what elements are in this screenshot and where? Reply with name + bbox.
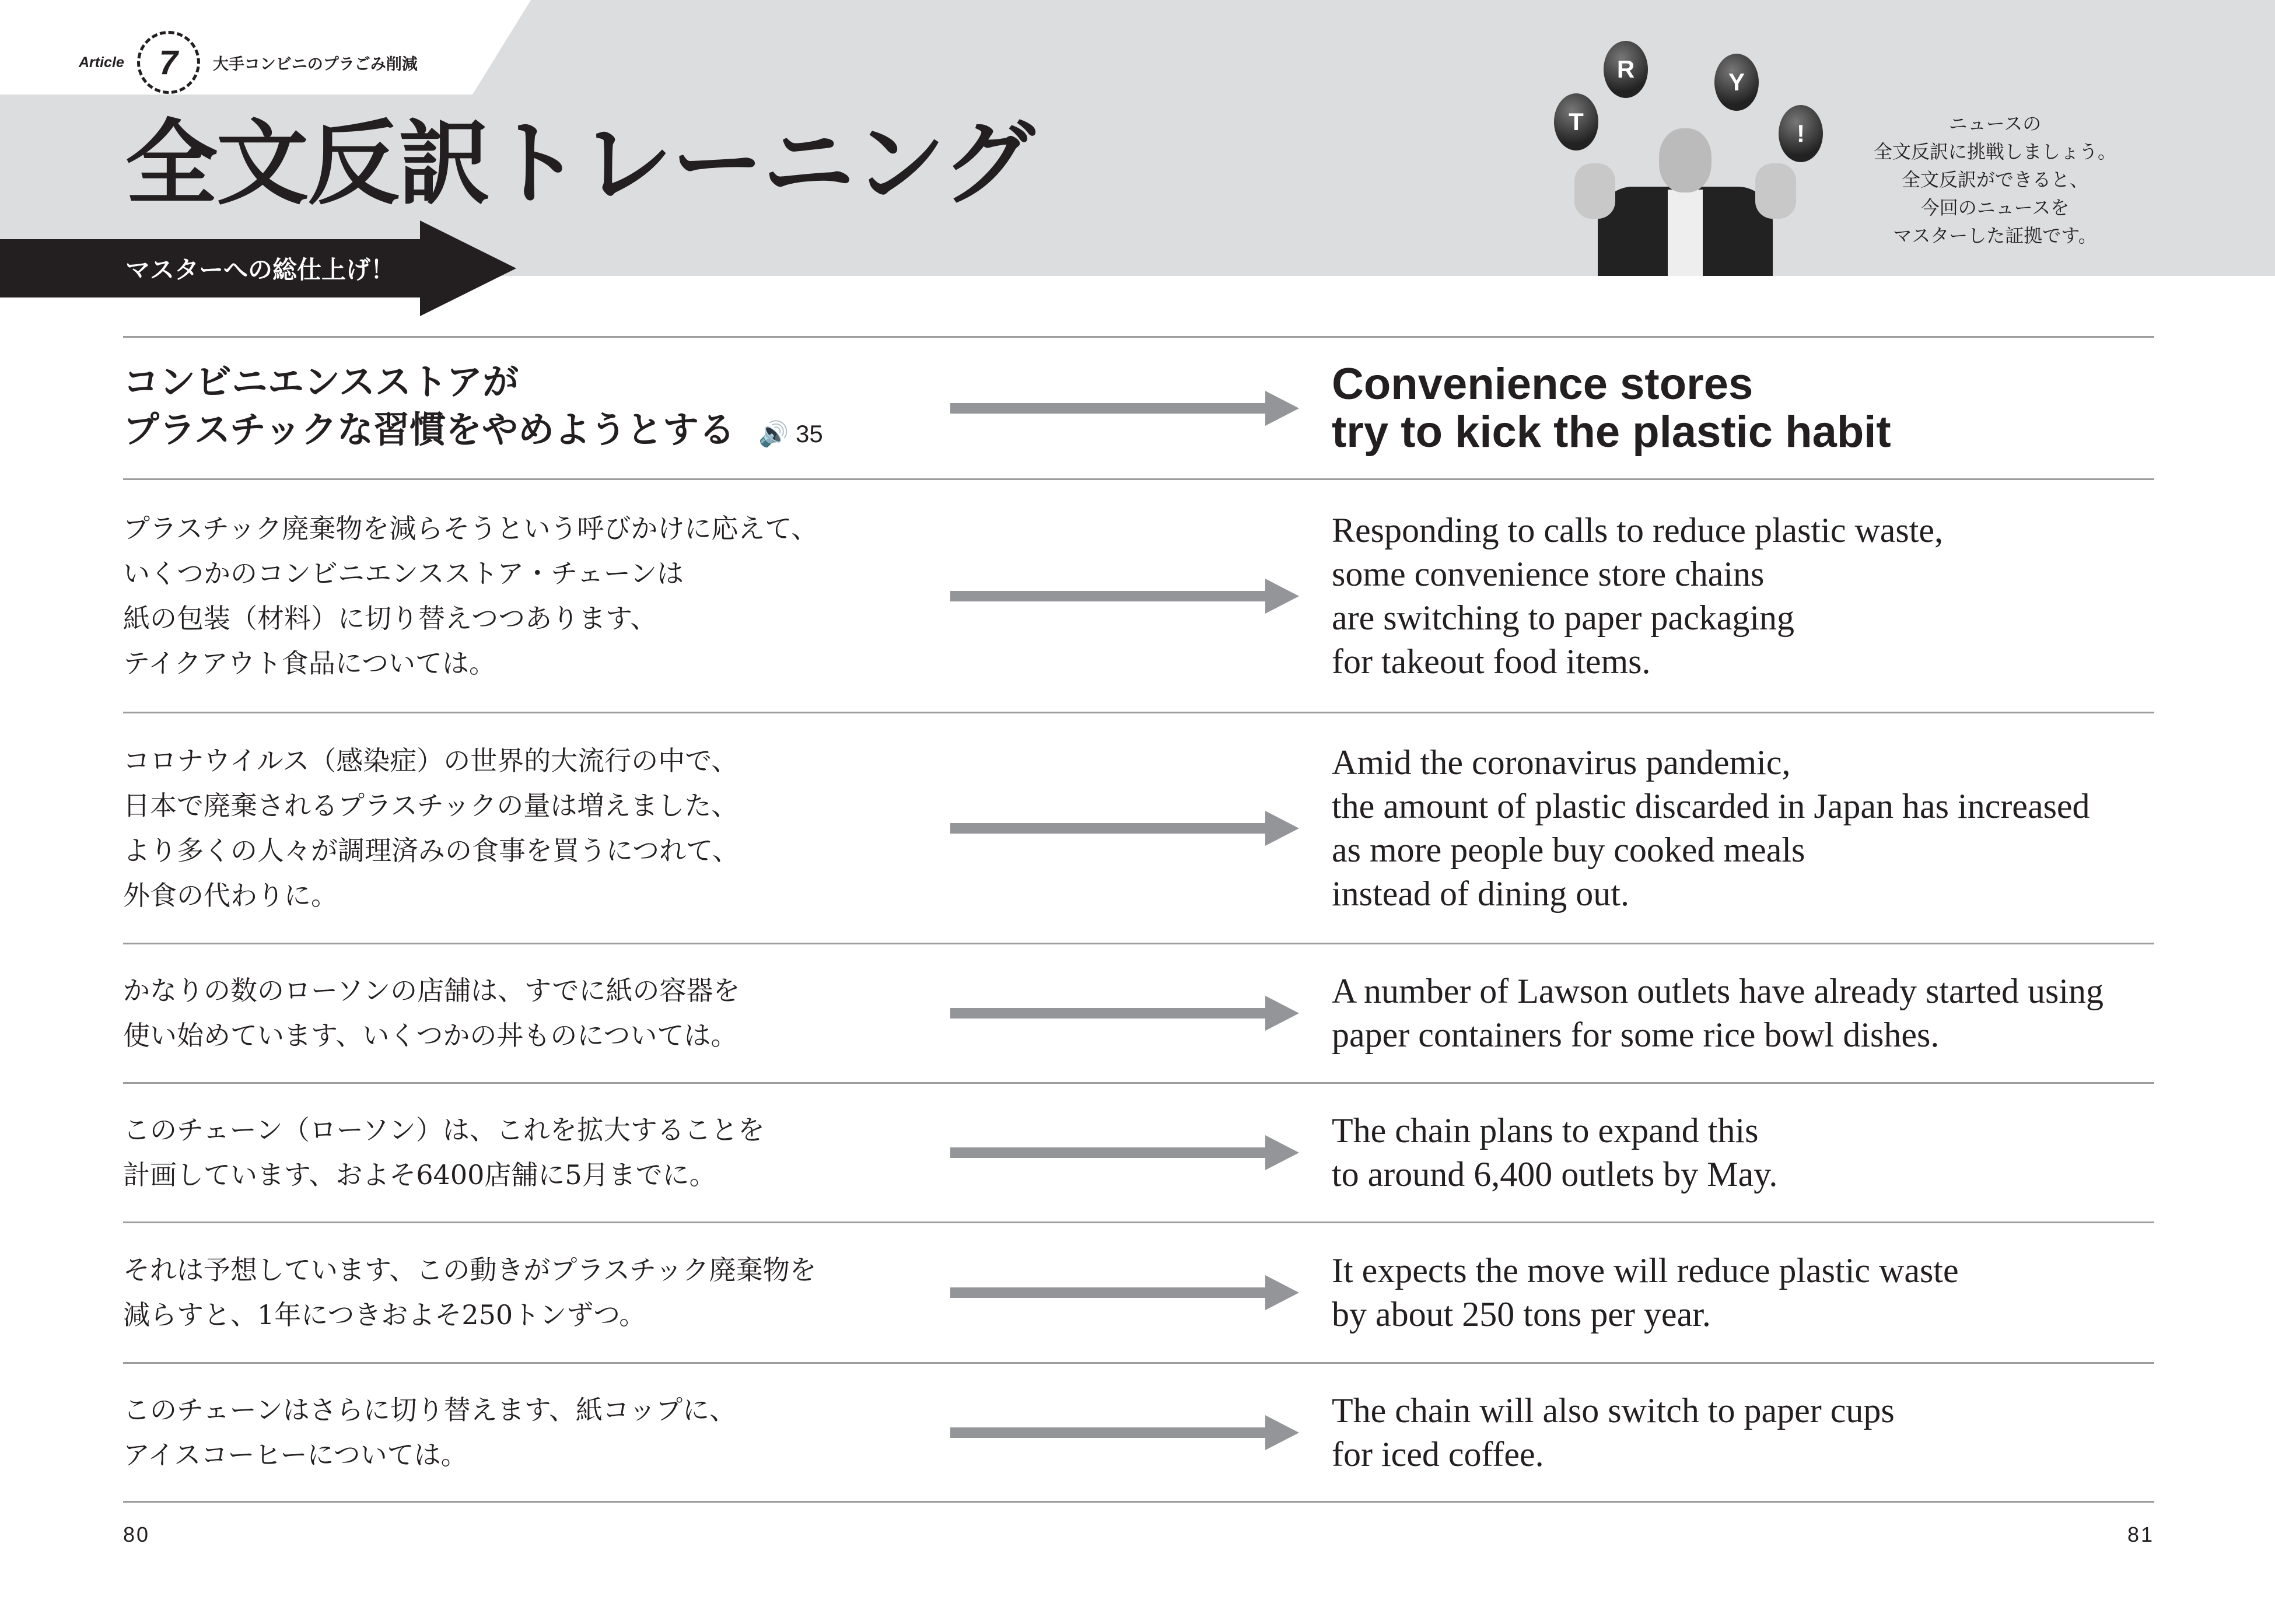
article-number-badge: 7 (137, 31, 200, 94)
try-ball-exclamation: ! (1779, 105, 1823, 162)
article-label (79, 30, 418, 94)
article-title: 大手コンビニのプラごみ削減 (212, 55, 418, 74)
jp-line: アイスコーヒーについては。 (123, 1438, 468, 1471)
jp-line: このチェーン（ローソン）は、これを拡大することを (123, 1114, 765, 1146)
jp-line: 減らすと、1年につきおよそ250トンずつ。 (123, 1299, 646, 1331)
speaker-icon[interactable]: 🔊 (758, 420, 789, 447)
arrow-icon (950, 1415, 1298, 1450)
heading-row (123, 338, 2154, 478)
blurb-line: 全文反訳ができると、 (1901, 169, 2088, 191)
page-title: 全文反訳トレーニング (125, 110, 1034, 218)
divider (123, 1501, 2154, 1503)
en-line: A number of Lawson outlets have already started using (1332, 972, 2104, 1010)
sentence-row (123, 713, 2154, 943)
arrow-icon (950, 579, 1298, 614)
en-line: some convenience store chains (1332, 554, 1765, 593)
sentence-en (1332, 970, 2154, 1057)
jp-line: プラスチックな習慣をやめようとする (123, 408, 736, 451)
en-line: paper containers for some rice bowl dishes. (1332, 1016, 1940, 1054)
jp-line: それは予想しています、この動きがプラスチック廃棄物を (123, 1254, 817, 1286)
sentence-row (123, 944, 2154, 1082)
en-line: as more people buy cooked meals (1332, 830, 1805, 869)
instructor-photo (1545, 35, 1837, 276)
jp-line: いくつかのコンビニエンスストア・チェーンは (123, 557, 684, 589)
ribbon-arrowhead (420, 220, 516, 316)
en-line: are switching to paper packaging (1332, 598, 1795, 637)
shirt (1668, 190, 1703, 276)
en-line: Convenience stores (1332, 359, 1754, 409)
blurb-line: 全文反訳に挑戦しましょう。 (1873, 141, 2116, 163)
sentence-row (123, 1364, 2154, 1501)
sentence-en (1332, 741, 2154, 916)
article-word: Article (79, 54, 124, 71)
blurb-line: 今回のニュースを (1920, 197, 2070, 219)
audio-track-number: 35 (796, 420, 823, 447)
jp-line: 計画しています、およそ6400店舗に5月までに。 (123, 1159, 716, 1191)
left-hand (1574, 163, 1615, 219)
jp-line: コンビニエンスストアが (123, 360, 519, 403)
blurb-line: マスターした証拠です。 (1893, 225, 2097, 247)
en-line: instead of dining out. (1332, 874, 1629, 913)
sentence-jp (123, 506, 950, 686)
jp-line: より多くの人々が調理済みの食事を買うにつれて、 (123, 834, 740, 866)
right-hand (1755, 163, 1796, 219)
try-ball-r: R (1604, 41, 1648, 98)
sentence-jp (123, 1248, 950, 1338)
jp-line: このチェーンはさらに切り替えます、紙コップに、 (123, 1394, 737, 1426)
sentence-row (123, 1084, 2154, 1222)
audio-track[interactable] (758, 420, 823, 447)
jp-line: プラスチック廃棄物を減らそうという呼びかけに応えて、 (123, 512, 818, 544)
sentence-en (1332, 509, 2154, 684)
instruction-blurb (1855, 110, 2135, 250)
jp-line: 外食の代わりに。 (123, 879, 338, 911)
jp-line: テイクアウト食品については。 (123, 647, 496, 679)
arrow-icon (950, 391, 1298, 426)
en-line: The chain plans to expand this (1332, 1111, 1759, 1150)
jp-line: かなりの数のローソンの店舗は、すでに紙の容器を (123, 975, 740, 1006)
try-ball-y: Y (1714, 54, 1759, 111)
en-line: It expects the move will reduce plastic waste (1332, 1251, 1959, 1290)
ribbon-text: マスターへの総仕上げ！ (125, 256, 396, 284)
page-number-left: 80 (123, 1522, 150, 1546)
jp-line: 日本で廃棄されるプラスチックの量は増えました、 (123, 789, 738, 821)
sentence-en (1332, 1249, 2154, 1336)
heading-en (1332, 360, 2154, 456)
arrow-icon (950, 996, 1298, 1031)
en-line: Responding to calls to reduce plastic waste, (1332, 510, 1944, 550)
page-number-right: 81 (2127, 1522, 2154, 1546)
sentence-jp (123, 1388, 950, 1478)
sentence-row (123, 480, 2154, 712)
arrow-icon (950, 1275, 1298, 1310)
jp-line: コロナウイルス（感染症）の世界的大流行の中で、 (123, 744, 738, 776)
sentence-en (1332, 1389, 2154, 1476)
en-line: try to kick the plastic habit (1332, 407, 1891, 457)
sentence-jp (123, 1108, 950, 1198)
jp-line: 紙の包装（材料）に切り替えつつあります、 (123, 602, 657, 634)
sentence-jp (123, 738, 950, 918)
person-illustration (1563, 128, 1808, 276)
jp-line: 使い始めています、いくつかの丼ものについては。 (123, 1020, 738, 1051)
sentence-jp (123, 968, 950, 1058)
face (1659, 128, 1712, 192)
en-line: to around 6,400 outlets by May. (1332, 1155, 1778, 1194)
arrow-icon (950, 1135, 1298, 1170)
heading-jp (123, 358, 950, 458)
en-line: by about 250 tons per year. (1332, 1295, 1711, 1334)
en-line: for iced coffee. (1332, 1434, 1544, 1474)
blurb-line: ニュースの (1948, 113, 2042, 135)
en-line: Amid the coronavirus pandemic, (1332, 743, 1791, 782)
en-line: the amount of plastic discarded in Japan has increased (1332, 786, 2090, 825)
arrow-icon (950, 811, 1298, 846)
sentence-en (1332, 1109, 2154, 1196)
en-line: for takeout food items. (1332, 642, 1651, 681)
try-ball-t: T (1554, 93, 1598, 150)
ribbon-arrow (0, 220, 516, 316)
sentence-row (123, 1223, 2154, 1362)
en-line: The chain will also switch to paper cups (1332, 1391, 1895, 1430)
